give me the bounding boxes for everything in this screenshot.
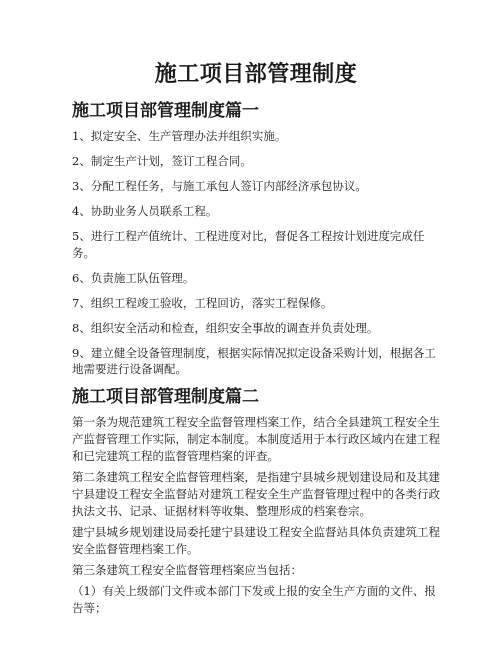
list-item: 4、协助业务人员联系工程。: [72, 204, 218, 218]
paragraph: 第三条建筑工程安全监督管理档案应当包括：: [72, 563, 302, 577]
section-1-list: [72, 128, 440, 378]
list-item: 8、组织安全活动和检查，组织安全事故的调查并负责处理。: [72, 320, 379, 335]
list-item: 6、负责施工队伍管理。: [72, 270, 195, 285]
list-item: 2、制定生产计划，签订工程合同。: [72, 154, 252, 168]
document-title: 施工项目部管理制度: [154, 61, 358, 87]
paragraph: 建宁县城乡规划建设局委托建宁县建设工程安全监督站具体负责建筑工程安全监督管理档案工作。: [72, 525, 440, 556]
section-title-2: 施工项目部管理制度篇二: [72, 387, 259, 407]
list-item: 5、进行工程产值统计、工程进度对比，督促各工程按计划进度完成任务。: [72, 229, 425, 260]
paragraph: 第一条为规范建筑工程安全监督管理档案工作，结合全县建筑工程安全生产监督管理工作实际，制定本制度。本制度适用于本行政区域内在建工程和已完建筑工程的监督管理档案的评查。: [72, 415, 440, 463]
paragraph: （1）有关上级部门文件或本部门下发或上报的安全生产方面的文件、报告等；: [72, 584, 436, 615]
section-2-body: [72, 414, 440, 617]
list-item: 7、组织工程竣工验收，工程回访，落实工程保修。: [72, 295, 333, 310]
section-title-1: 施工项目部管理制度篇一: [72, 101, 259, 121]
list-item: 1、拟定安全、生产管理办法并组织实施。: [72, 129, 287, 143]
paragraph: 第二条建筑工程安全监督管理档案，是指建宁县城乡规划建设局和及其建宁县建设工程安全监督站对建筑工程安全生产监督管理过程中的各类行政执法文书、记录、证据材料等收集、整理形成的档案卷宗。: [72, 470, 440, 518]
list-item: 3、分配工程任务，与施工承包人签订内部经济承包协议。: [72, 179, 367, 193]
list-item: 9、建立健全设备管理制度，根据实际情况拟定设备采购计划，根据各工地需要进行设备调配。: [72, 345, 436, 376]
